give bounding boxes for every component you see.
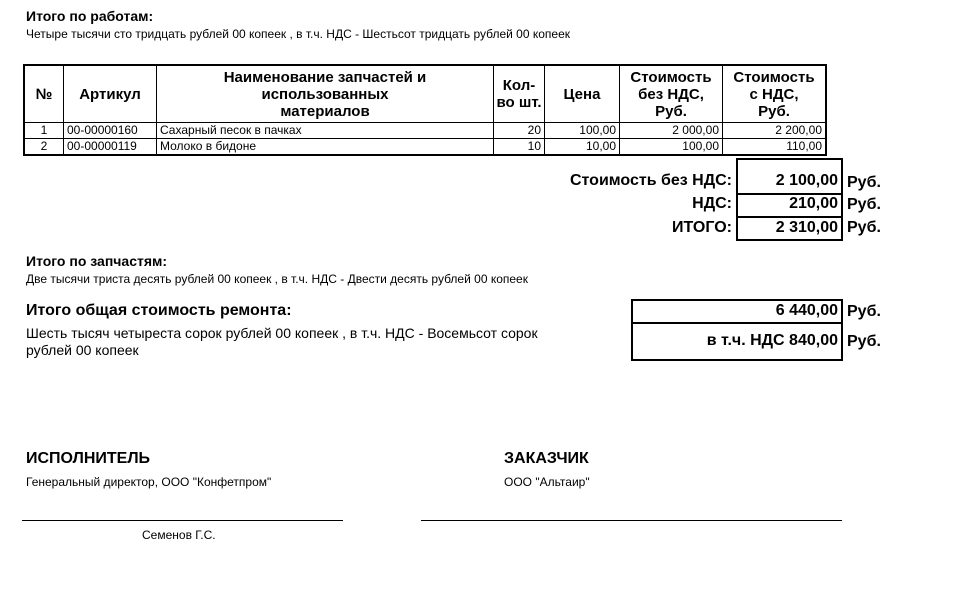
col-header-name-line2: материалов xyxy=(280,102,370,120)
currency-label: Руб. xyxy=(847,174,881,191)
cell-price: 100,00 xyxy=(545,123,620,139)
col-header-qty xyxy=(494,65,545,123)
cell-name: Сахарный песок в пачках xyxy=(157,123,494,139)
col-header-name-line1: Наименование запчастей и использованных xyxy=(223,68,427,103)
parts-net-label: Стоимость без НДС: xyxy=(569,172,732,189)
currency-label: Руб. xyxy=(847,333,881,350)
col-header-net-line2: без НДС, xyxy=(638,85,704,103)
repair-total-heading: Итого общая стоимость ремонта: xyxy=(26,302,292,319)
works-total-text: Четыре тысячи сто тридцать рублей 00 копеек , в т.ч. НДС - Шестьсот тридцать рублей 00 копеек xyxy=(26,27,570,41)
executor-name: Семенов Г.С. xyxy=(142,528,216,542)
parts-net-value: 2 100,00 xyxy=(775,172,838,189)
col-header-no: № xyxy=(24,65,64,123)
col-header-net-line3: Руб. xyxy=(655,102,687,120)
table-row xyxy=(24,139,826,156)
executor-org: Генеральный директор, ООО "Конфетпром" xyxy=(26,475,272,489)
parts-total-heading: Итого по запчастям: xyxy=(26,253,168,269)
col-header-net xyxy=(620,65,723,123)
col-header-article: Артикул xyxy=(64,65,157,123)
cell-no: 1 xyxy=(24,123,64,139)
currency-label: Руб. xyxy=(847,196,881,213)
divider xyxy=(631,322,843,324)
cell-net: 100,00 xyxy=(620,139,723,156)
repair-total-text-line1: Шесть тысяч четыреста сорок рублей 00 копеек , в т.ч. НДС - Восемьсот сорок xyxy=(26,325,538,341)
cell-gross: 2 200,00 xyxy=(723,123,827,139)
repair-total-value: 6 440,00 xyxy=(775,302,838,319)
parts-total-value: 2 310,00 xyxy=(775,219,838,236)
cell-article: 00-00000119 xyxy=(64,139,157,156)
customer-org: ООО "Альтаир" xyxy=(504,475,590,489)
currency-label: Руб. xyxy=(847,219,881,236)
parts-total-text: Две тысячи триста десять рублей 00 копеек , в т.ч. НДС - Двести десять рублей 00 копеек xyxy=(26,272,528,286)
table-row xyxy=(24,123,826,139)
customer-signature-line xyxy=(421,520,842,521)
col-header-gross xyxy=(723,65,827,123)
repair-total-text-line2: рублей 00 копеек xyxy=(26,342,139,358)
cell-qty: 20 xyxy=(494,123,545,139)
repair-vat-value: в т.ч. НДС 840,00 xyxy=(706,332,838,349)
cell-net: 2 000,00 xyxy=(620,123,723,139)
executor-heading: ИСПОЛНИТЕЛЬ xyxy=(26,450,151,467)
col-header-name xyxy=(157,65,494,123)
works-total-heading: Итого по работам: xyxy=(26,8,154,24)
parts-vat-label: НДС: xyxy=(692,195,732,212)
col-header-qty-line2: во шт. xyxy=(496,94,542,111)
col-header-gross-line3: Руб. xyxy=(758,102,790,120)
parts-total-label: ИТОГО: xyxy=(672,219,732,236)
cell-qty: 10 xyxy=(494,139,545,156)
cell-gross: 110,00 xyxy=(723,139,827,156)
divider xyxy=(736,216,843,218)
col-header-net-line1: Стоимость xyxy=(630,68,712,86)
col-header-gross-line2: с НДС, xyxy=(749,85,799,103)
col-header-qty-line1: Кол- xyxy=(502,77,536,94)
parts-vat-value: 210,00 xyxy=(789,195,838,212)
col-header-gross-line1: Стоимость xyxy=(733,68,815,86)
cell-price: 10,00 xyxy=(545,139,620,156)
parts-table xyxy=(23,64,827,156)
cell-name: Молоко в бидоне xyxy=(157,139,494,156)
currency-label: Руб. xyxy=(847,303,881,320)
customer-heading: ЗАКАЗЧИК xyxy=(504,450,589,467)
col-header-price: Цена xyxy=(545,65,620,123)
cell-no: 2 xyxy=(24,139,64,156)
parts-table-header-row xyxy=(24,65,826,123)
executor-signature-line xyxy=(22,520,343,521)
cell-article: 00-00000160 xyxy=(64,123,157,139)
